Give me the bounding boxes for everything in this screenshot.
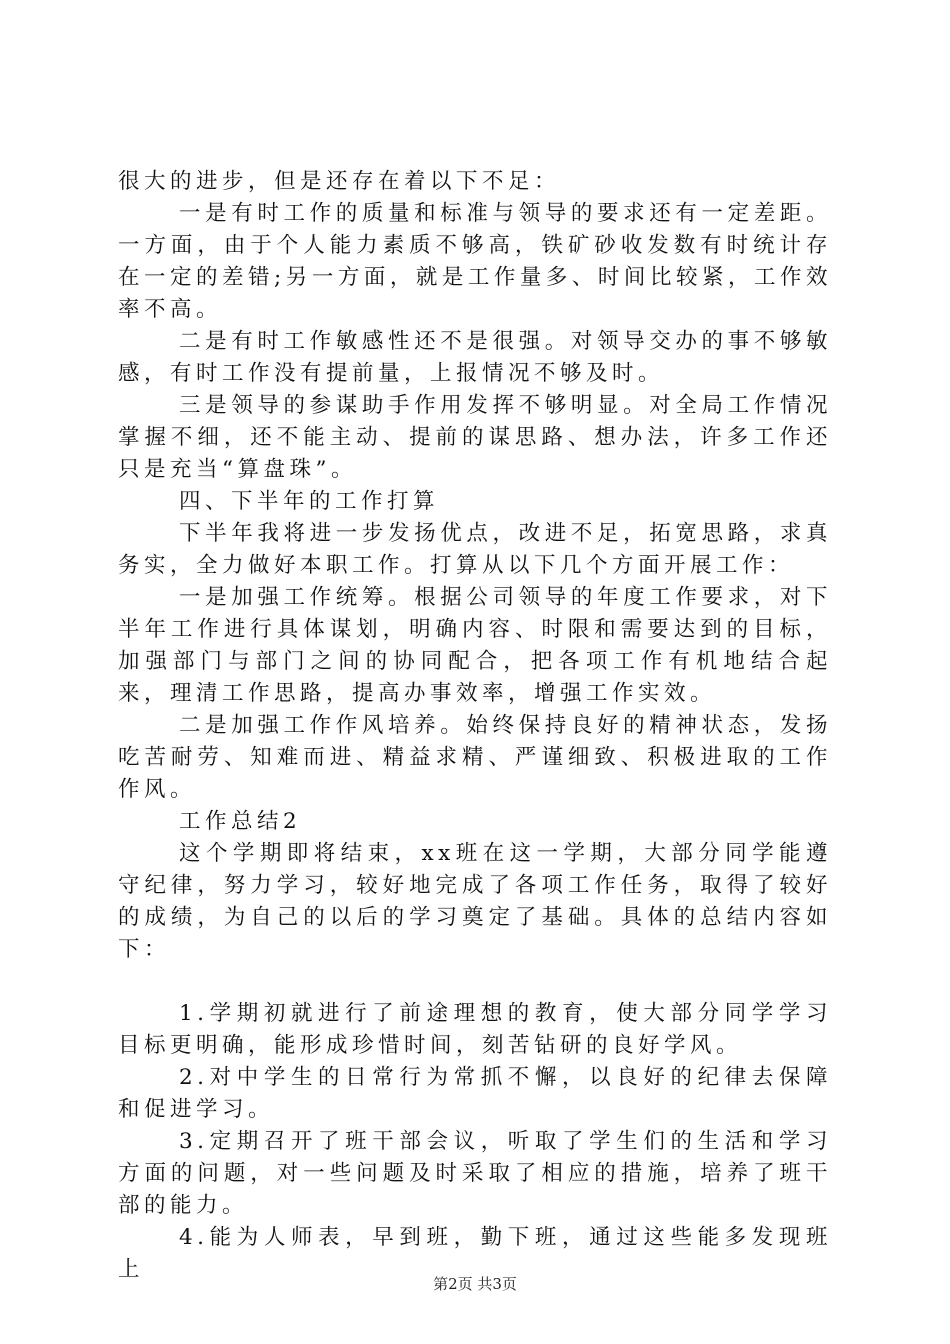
section-heading-plan: 四、下半年的工作打算 <box>179 489 440 514</box>
paragraph-continuation: 很大的进步，但是还存在着以下不足： <box>118 169 561 194</box>
list-item-2: 2.对中学生的日常行为常抓不懈，以良好的纪律去保障和促进学习。 <box>118 1065 832 1122</box>
paragraph-plan-2: 二是加强工作作风培养。始终保持良好的精神状态，发扬吃苦耐劳、知难而进、精益求精、严谨细致、积极进取的工作作风。 <box>118 713 832 802</box>
paragraph-plan-1: 一是加强工作统筹。根据公司领导的年度工作要求，对下半年工作进行具体谋划，明确内容、时限和需要达到的目标，加强部门与部门之间的协同配合，把各项工作有机地结合起来，理清工作思路，提高办事效率，增强工作实效。 <box>118 585 832 706</box>
paragraph-summary-intro: 这个学期即将结束，xx班在这一学期，大部分同学能遵守纪律，努力学习，较好地完成了各项工作任务，取得了较好的成绩，为自己的以后的学习奠定了基础。具体的总结内容如下： <box>118 841 832 962</box>
blank-line <box>118 966 832 998</box>
paragraph-shortcoming-3: 三是领导的参谋助手作用发挥不够明显。对全局工作情况掌握不细，还不能主动、提前的谋思路、想办法，许多工作还只是充当“算盘珠”。 <box>118 393 832 482</box>
section-heading-summary-2: 工作总结2 <box>179 809 302 834</box>
paragraph-shortcoming-1: 一是有时工作的质量和标准与领导的要求还有一定差距。一方面，由于个人能力素质不够高，铁矿砂收发数有时统计存在一定的差错;另一方面，就是工作量多、时间比较紧，工作效率不高。 <box>118 201 832 322</box>
document-body <box>118 166 832 1286</box>
page-footer: 第2页 共3页 <box>433 1275 517 1293</box>
list-item-1: 1.学期初就进行了前途理想的教育，使大部分同学学习目标更明确，能形成珍惜时间，刻苦钻研的良好学风。 <box>118 1001 832 1058</box>
list-item-3: 3.定期召开了班干部会议，听取了学生们的生活和学习方面的问题，对一些问题及时采取了相应的措施，培养了班干部的能力。 <box>118 1129 832 1218</box>
paragraph-plan-intro: 下半年我将进一步发扬优点，改进不足，拓宽思路，求真务实，全力做好本职工作。打算从以下几个方面开展工作： <box>118 521 832 578</box>
paragraph-shortcoming-2: 二是有时工作敏感性还不是很强。对领导交办的事不够敏感，有时工作没有提前量，上报情况不够及时。 <box>118 329 832 386</box>
list-item-4: 4.能为人师表，早到班，勤下班，通过这些能多发现班上 <box>118 1225 832 1282</box>
